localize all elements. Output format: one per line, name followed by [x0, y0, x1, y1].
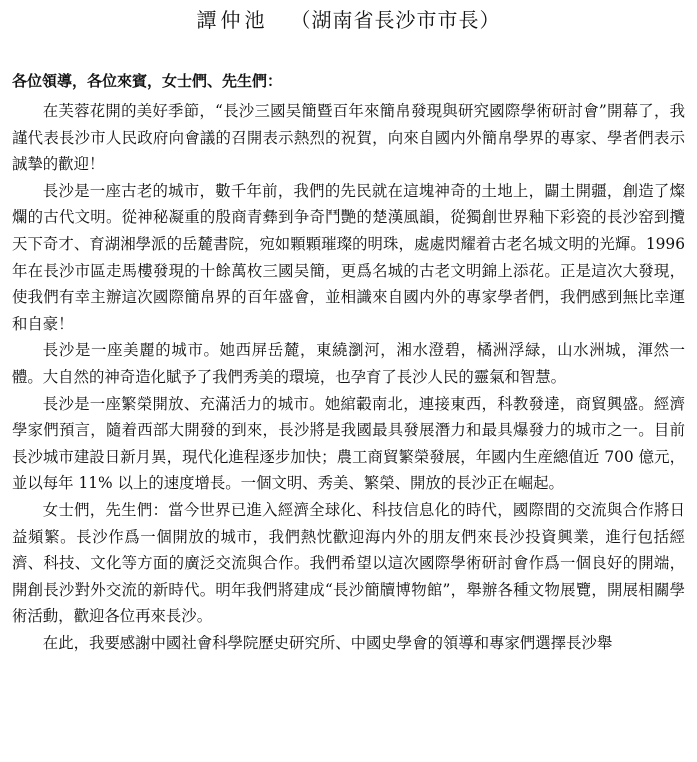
speech-header	[12, 6, 685, 34]
paragraph-beautiful-city: 長沙是一座美麗的城市。她西屏岳麓，東繞瀏河，湘水澄碧，橘洲浮緑，山水洲城，渾然一體。大自然的神奇造化賦予了我們秀美的環境，也孕育了長沙人民的靈氣和智慧。	[12, 341, 685, 386]
author-name: 譚仲池	[196, 8, 269, 32]
paragraph-ancient-city: 長沙是一座古老的城市，數千年前，我們的先民就在這塊神奇的土地上，闢土開疆，創造了燦爛的古代文明。從神秘凝重的殷商青彝到争奇鬥艷的楚漢風韻，從獨創世界釉下彩瓷的長沙窑到攬天下奇才、育湖湘學派的岳麓書院，宛如顆顆璀璨的明珠，處處閃耀着古老名城文明的光輝。1996 年在長沙市區走馬樓發現的十餘萬枚三國吴簡，更爲名城的古老文明錦上添花。正是這次大發現，使我們有幸主辦這次國際簡帛界的百年盛會，並相識來自國内外的專家學者們，我們感到無比幸運和自豪！	[12, 181, 685, 333]
paragraph-thanks: 在此，我要感謝中國社會科學院歷史研究所、中國史學會的領導和專家們選擇長沙舉	[42, 633, 613, 652]
salutation: 各位領導，各位來賓，女士們、先生們：	[12, 72, 283, 90]
paragraph-prosperous-city: 長沙是一座繁榮開放、充滿活力的城市。她綰轂南北，連接東西，科教發達，商貿興盛。經濟學家們預言，隨着西部大開發的到來，長沙將是我國最具發展潛力和最具爆發力的城市之一。目前長沙城市建設日新月異，現代化進程逐步加快；農工商貿繁榮發展，年國内生産總值近 700 億元，並以每年 11% 以上的速度增長。一個文明、秀美、繁榮、開放的長沙正在崛起。	[12, 394, 685, 493]
paragraph-exchange: 女士們，先生們：當今世界已進入經濟全球化、科技信息化的時代，國際間的交流與合作將日益頻繁。長沙作爲一個開放的城市，我們熱忱歡迎海内外的朋友們來長沙投資興業，進行包括經濟、科技、文化等方面的廣泛交流與合作。我們希望以這次國際學術研討會作爲一個良好的開端，開創長沙對外交流的新時代。明年我們將建成“長沙簡牘博物館”，舉辦各種文物展覽，開展相關學術活動，歡迎各位再來長沙。	[12, 500, 685, 626]
paragraph-opening: 在芙蓉花開的美好季節，“長沙三國吴簡暨百年來簡帛發現與研究國際學術研討會”開幕了，我謹代表長沙市人民政府向會議的召開表示熱烈的祝賀，向來自國内外簡帛學界的專家、學者們表示誠摯的歡迎！	[12, 102, 685, 174]
author-role: （湖南省長沙市市長）	[290, 8, 501, 32]
